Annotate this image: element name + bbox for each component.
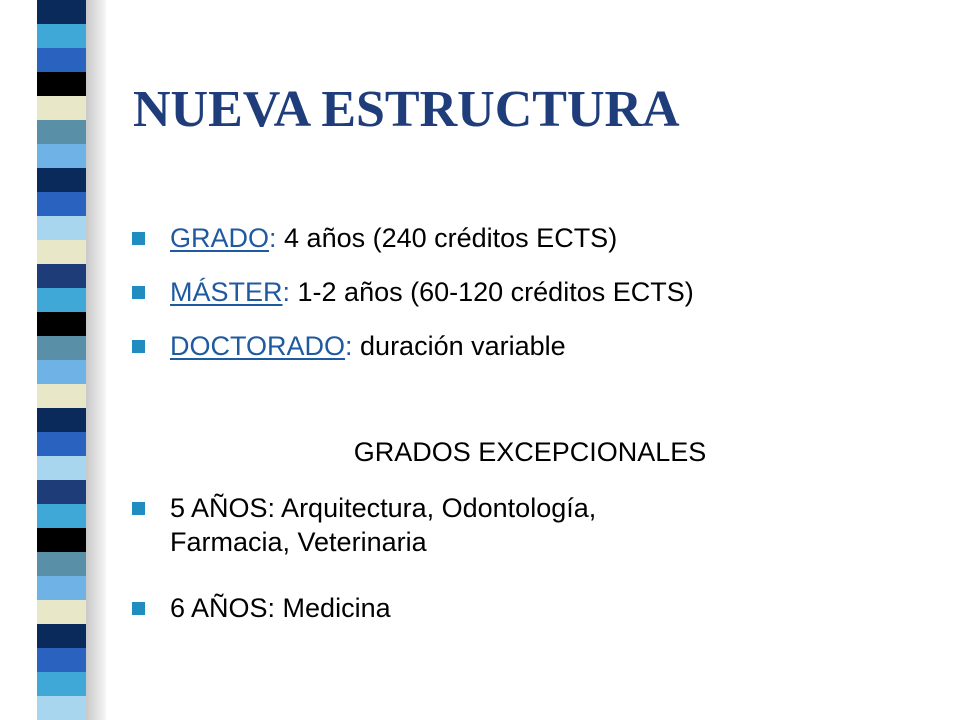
stripe-segment (37, 528, 86, 552)
bullet-text-line2: Farmacia, Veterinaria (170, 527, 427, 557)
term-colon: : (345, 331, 353, 361)
stripe-segment (37, 624, 86, 648)
square-bullet-icon (132, 502, 145, 515)
square-bullet-icon (132, 232, 145, 245)
square-bullet-icon (132, 602, 145, 615)
stripe-segment (37, 0, 86, 24)
stripe-shadow (86, 0, 106, 720)
stripe-segment (37, 600, 86, 624)
stripe-segment (37, 480, 86, 504)
stripe-segment (37, 312, 86, 336)
stripe-segment (37, 24, 86, 48)
stripe-segment (37, 240, 86, 264)
bullet-text: 4 años (240 créditos ECTS) (276, 223, 618, 253)
stripe-segment (37, 216, 86, 240)
stripe-segment (37, 648, 86, 672)
term-colon: : (269, 223, 277, 253)
link-master[interactable]: MÁSTER (170, 277, 283, 307)
slide-title: NUEVA ESTRUCTURA (133, 81, 680, 138)
stripe-segment (37, 360, 86, 384)
square-bullet-icon (132, 340, 145, 353)
bullet-text: duración variable (352, 331, 566, 361)
link-grado[interactable]: GRADO (170, 223, 270, 253)
stripe-segment (37, 456, 86, 480)
bullet-text: 1-2 años (60-120 créditos ECTS) (290, 277, 694, 307)
stripe-segment (37, 96, 86, 120)
stripe-segment (37, 384, 86, 408)
stripe-segment (37, 408, 86, 432)
stripe-segment (37, 192, 86, 216)
stripe-segment (37, 120, 86, 144)
bullet-item-6-anos (140, 591, 391, 625)
left-sliver (0, 0, 6, 720)
stripe-segment (37, 552, 86, 576)
stripe-segment (37, 432, 86, 456)
stripe-segment (37, 288, 86, 312)
stripe-segment (37, 264, 86, 288)
bullet-item-master (140, 275, 694, 309)
link-doctorado[interactable]: DOCTORADO (170, 331, 346, 361)
stripe-segment (37, 672, 86, 696)
stripe-segment (37, 504, 86, 528)
decorative-stripe-bar (0, 0, 106, 720)
bullet-item-grado (140, 221, 617, 255)
stripe-segment (37, 72, 86, 96)
bullet-item-5-anos (140, 491, 596, 559)
stripe-segment (37, 696, 86, 720)
stripe-segment (37, 48, 86, 72)
subheading: GRADOS EXCEPCIONALES (353, 437, 707, 467)
stripe-segment (37, 336, 86, 360)
bullet-text-line1: 5 AÑOS: Arquitectura, Odontología, (170, 493, 597, 523)
stripe-segment (37, 168, 86, 192)
stripe-segment (37, 576, 86, 600)
bullet-text: 6 AÑOS: Medicina (170, 593, 391, 623)
bullet-item-doctorado (140, 329, 566, 363)
square-bullet-icon (132, 286, 145, 299)
stripe-segment (37, 144, 86, 168)
term-colon: : (282, 277, 291, 307)
